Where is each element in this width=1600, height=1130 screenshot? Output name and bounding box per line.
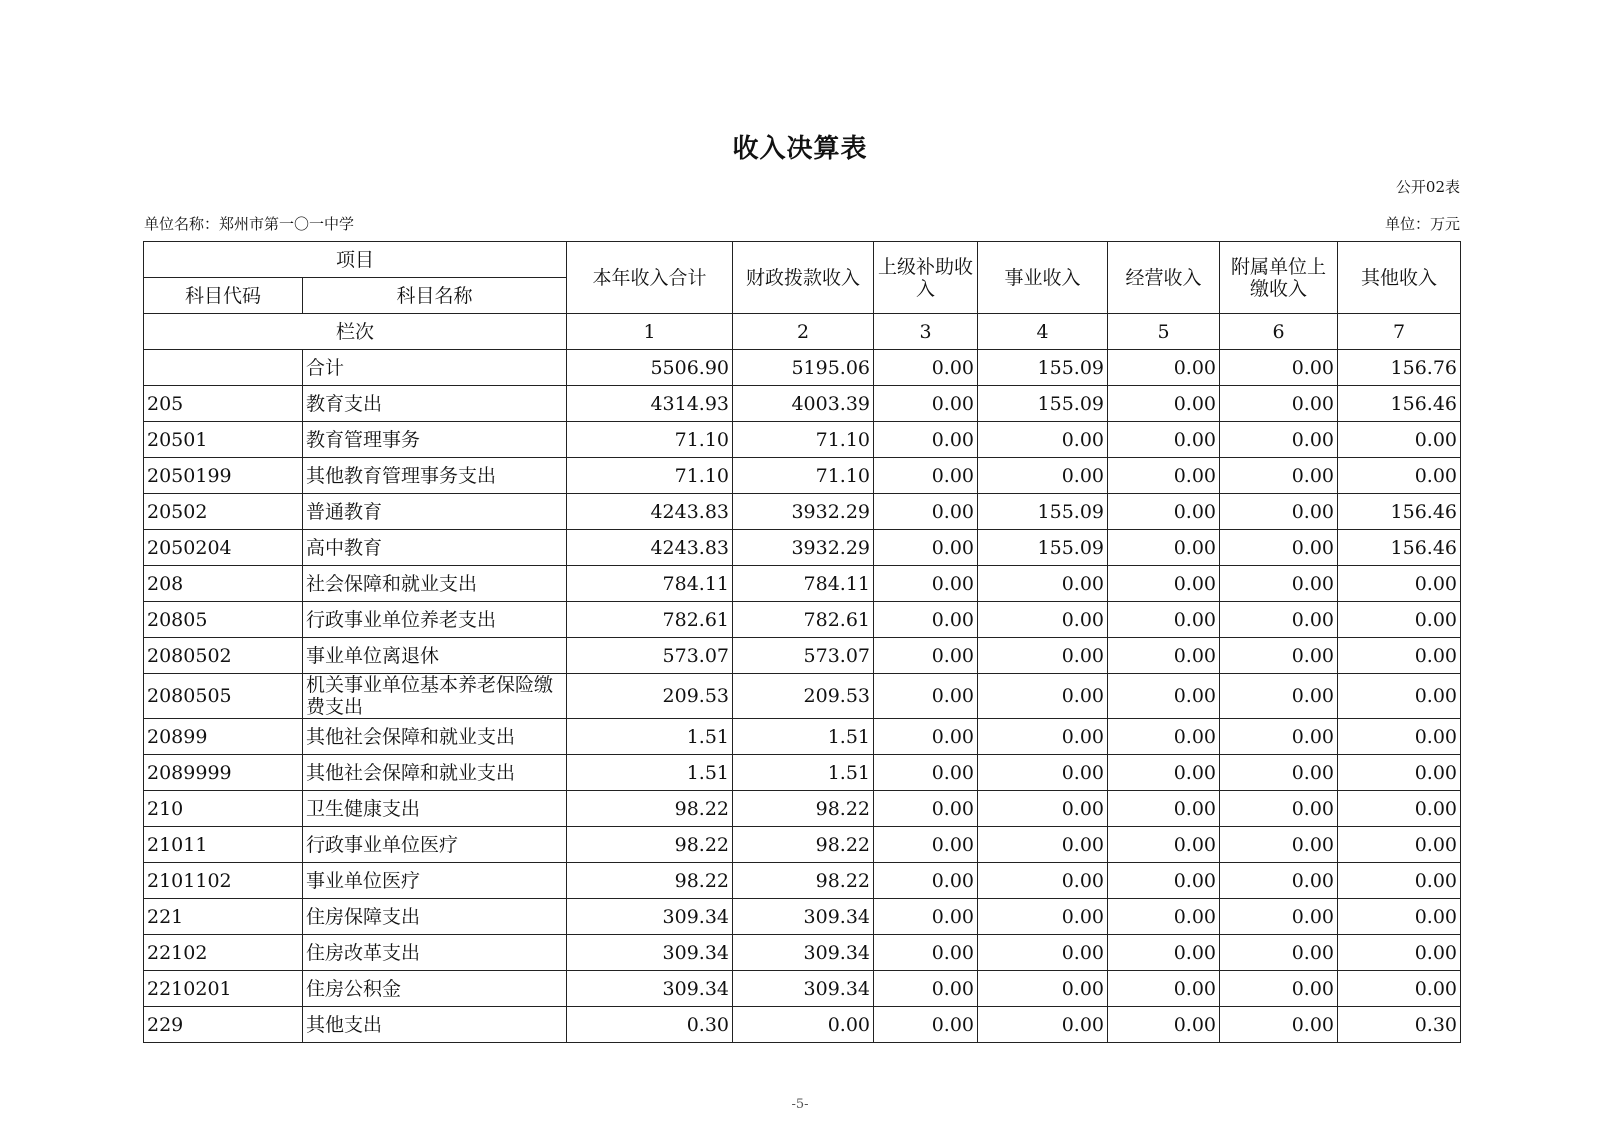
income-report-table (143, 241, 1461, 1043)
value-fiscal: 5195.06 (733, 350, 874, 386)
value-other: 156.76 (1338, 350, 1461, 386)
value-total: 0.30 (567, 1007, 733, 1043)
value-affiliated: 0.00 (1220, 458, 1338, 494)
value-business: 0.00 (978, 719, 1108, 755)
value-business: 0.00 (978, 755, 1108, 791)
subject-code: 20899 (144, 719, 303, 755)
value-fiscal: 3932.29 (733, 494, 874, 530)
subject-code (144, 350, 303, 386)
value-operating: 0.00 (1108, 602, 1220, 638)
value-total: 71.10 (567, 458, 733, 494)
table-row (144, 863, 1461, 899)
value-total: 4314.93 (567, 386, 733, 422)
value-subsidy: 0.00 (874, 935, 978, 971)
value-operating: 0.00 (1108, 863, 1220, 899)
value-fiscal: 3932.29 (733, 530, 874, 566)
value-other: 0.00 (1338, 638, 1461, 674)
value-other: 0.00 (1338, 899, 1461, 935)
value-operating: 0.00 (1108, 638, 1220, 674)
value-business: 0.00 (978, 863, 1108, 899)
page-number: -5- (791, 1097, 809, 1112)
value-business: 0.00 (978, 674, 1108, 719)
value-other: 0.00 (1338, 458, 1461, 494)
value-operating: 0.00 (1108, 1007, 1220, 1043)
value-total: 209.53 (567, 674, 733, 719)
table-row (144, 530, 1461, 566)
subject-name: 事业单位离退休 (303, 638, 567, 674)
subject-name: 行政事业单位医疗 (303, 827, 567, 863)
sequence-number: 2 (733, 314, 874, 350)
value-fiscal: 309.34 (733, 935, 874, 971)
sequence-label: 栏次 (144, 314, 567, 350)
subject-name: 住房保障支出 (303, 899, 567, 935)
value-total: 4243.83 (567, 494, 733, 530)
value-business: 155.09 (978, 386, 1108, 422)
value-other: 0.00 (1338, 719, 1461, 755)
value-total: 784.11 (567, 566, 733, 602)
subject-name: 机关事业单位基本养老保险缴费支出 (303, 674, 567, 719)
value-fiscal: 98.22 (733, 827, 874, 863)
value-total: 309.34 (567, 899, 733, 935)
subject-code: 20805 (144, 602, 303, 638)
subject-name: 住房公积金 (303, 971, 567, 1007)
subject-name: 合计 (303, 350, 567, 386)
header-subsidy: 上级补助收入 (874, 242, 978, 314)
value-affiliated: 0.00 (1220, 602, 1338, 638)
table-row (144, 422, 1461, 458)
subject-name: 行政事业单位养老支出 (303, 602, 567, 638)
sequence-number: 5 (1108, 314, 1220, 350)
value-total: 98.22 (567, 863, 733, 899)
subject-code: 2080505 (144, 674, 303, 719)
value-subsidy: 0.00 (874, 827, 978, 863)
value-subsidy: 0.00 (874, 350, 978, 386)
value-fiscal: 0.00 (733, 1007, 874, 1043)
value-affiliated: 0.00 (1220, 719, 1338, 755)
header-code: 科目代码 (144, 278, 303, 314)
table-row (144, 674, 1461, 719)
value-affiliated: 0.00 (1220, 386, 1338, 422)
value-fiscal: 98.22 (733, 791, 874, 827)
value-subsidy: 0.00 (874, 494, 978, 530)
value-fiscal: 71.10 (733, 458, 874, 494)
value-operating: 0.00 (1108, 827, 1220, 863)
table-row (144, 494, 1461, 530)
value-affiliated: 0.00 (1220, 827, 1338, 863)
value-other: 0.00 (1338, 422, 1461, 458)
value-other: 0.00 (1338, 755, 1461, 791)
value-other: 0.00 (1338, 791, 1461, 827)
value-other: 0.30 (1338, 1007, 1461, 1043)
value-other: 156.46 (1338, 386, 1461, 422)
value-business: 0.00 (978, 458, 1108, 494)
value-business: 0.00 (978, 827, 1108, 863)
value-total: 71.10 (567, 422, 733, 458)
value-total: 309.34 (567, 935, 733, 971)
subject-name: 其他支出 (303, 1007, 567, 1043)
currency-unit: 单位：万元 (1384, 215, 1460, 233)
subject-code: 2050199 (144, 458, 303, 494)
subject-code: 229 (144, 1007, 303, 1043)
value-affiliated: 0.00 (1220, 638, 1338, 674)
unit-name: 单位名称：郑州市第一〇一中学 (144, 215, 355, 233)
value-other: 0.00 (1338, 971, 1461, 1007)
header-total: 本年收入合计 (567, 242, 733, 314)
value-other: 0.00 (1338, 602, 1461, 638)
sequence-number: 6 (1220, 314, 1338, 350)
value-business: 0.00 (978, 791, 1108, 827)
table-row (144, 602, 1461, 638)
value-affiliated: 0.00 (1220, 935, 1338, 971)
value-affiliated: 0.00 (1220, 1007, 1338, 1043)
table-row (144, 638, 1461, 674)
value-subsidy: 0.00 (874, 719, 978, 755)
value-other: 0.00 (1338, 674, 1461, 719)
value-operating: 0.00 (1108, 935, 1220, 971)
value-business: 0.00 (978, 1007, 1108, 1043)
value-subsidy: 0.00 (874, 566, 978, 602)
sequence-number: 7 (1338, 314, 1461, 350)
value-fiscal: 98.22 (733, 863, 874, 899)
value-business: 0.00 (978, 566, 1108, 602)
sequence-number: 1 (567, 314, 733, 350)
value-subsidy: 0.00 (874, 602, 978, 638)
value-other: 0.00 (1338, 827, 1461, 863)
table-row (144, 899, 1461, 935)
value-total: 782.61 (567, 602, 733, 638)
value-affiliated: 0.00 (1220, 674, 1338, 719)
value-total: 5506.90 (567, 350, 733, 386)
value-business: 0.00 (978, 935, 1108, 971)
value-business: 0.00 (978, 602, 1108, 638)
sequence-number: 4 (978, 314, 1108, 350)
value-business: 0.00 (978, 899, 1108, 935)
value-affiliated: 0.00 (1220, 863, 1338, 899)
subject-name: 其他教育管理事务支出 (303, 458, 567, 494)
value-business: 155.09 (978, 494, 1108, 530)
table-row (144, 458, 1461, 494)
header-business: 事业收入 (978, 242, 1108, 314)
value-other: 0.00 (1338, 935, 1461, 971)
value-total: 573.07 (567, 638, 733, 674)
value-fiscal: 309.34 (733, 971, 874, 1007)
table-row (144, 827, 1461, 863)
value-operating: 0.00 (1108, 530, 1220, 566)
value-total: 1.51 (567, 719, 733, 755)
value-total: 98.22 (567, 791, 733, 827)
subject-code: 2050204 (144, 530, 303, 566)
value-subsidy: 0.00 (874, 458, 978, 494)
value-affiliated: 0.00 (1220, 530, 1338, 566)
value-operating: 0.00 (1108, 971, 1220, 1007)
value-business: 155.09 (978, 530, 1108, 566)
header-affiliated: 附属单位上缴收入 (1220, 242, 1338, 314)
subject-code: 221 (144, 899, 303, 935)
subject-code: 22102 (144, 935, 303, 971)
value-operating: 0.00 (1108, 386, 1220, 422)
value-fiscal: 71.10 (733, 422, 874, 458)
value-total: 4243.83 (567, 530, 733, 566)
value-subsidy: 0.00 (874, 971, 978, 1007)
header-item: 项目 (144, 242, 567, 278)
subject-name: 住房改革支出 (303, 935, 567, 971)
header-operating: 经营收入 (1108, 242, 1220, 314)
value-business: 0.00 (978, 638, 1108, 674)
subject-code: 205 (144, 386, 303, 422)
subject-code: 210 (144, 791, 303, 827)
value-fiscal: 1.51 (733, 755, 874, 791)
value-affiliated: 0.00 (1220, 971, 1338, 1007)
value-affiliated: 0.00 (1220, 350, 1338, 386)
value-other: 0.00 (1338, 566, 1461, 602)
value-fiscal: 782.61 (733, 602, 874, 638)
subject-code: 2101102 (144, 863, 303, 899)
value-business: 155.09 (978, 350, 1108, 386)
form-number: 公开02表 (1395, 178, 1460, 196)
table-body (144, 350, 1461, 1043)
value-other: 0.00 (1338, 863, 1461, 899)
header-name: 科目名称 (303, 278, 567, 314)
header-other: 其他收入 (1338, 242, 1461, 314)
header-fiscal: 财政拨款收入 (733, 242, 874, 314)
value-fiscal: 573.07 (733, 638, 874, 674)
table-row (144, 755, 1461, 791)
table-row (144, 935, 1461, 971)
sequence-row (144, 314, 1461, 350)
value-operating: 0.00 (1108, 899, 1220, 935)
value-fiscal: 309.34 (733, 899, 874, 935)
value-other: 156.46 (1338, 530, 1461, 566)
subject-name: 其他社会保障和就业支出 (303, 719, 567, 755)
subject-name: 教育管理事务 (303, 422, 567, 458)
subject-name: 社会保障和就业支出 (303, 566, 567, 602)
value-affiliated: 0.00 (1220, 422, 1338, 458)
value-fiscal: 784.11 (733, 566, 874, 602)
subject-code: 20502 (144, 494, 303, 530)
value-affiliated: 0.00 (1220, 494, 1338, 530)
value-operating: 0.00 (1108, 350, 1220, 386)
subject-name: 事业单位医疗 (303, 863, 567, 899)
table-row (144, 1007, 1461, 1043)
table-row (144, 350, 1461, 386)
value-business: 0.00 (978, 971, 1108, 1007)
value-operating: 0.00 (1108, 566, 1220, 602)
table-row (144, 386, 1461, 422)
value-total: 98.22 (567, 827, 733, 863)
page-title: 收入决算表 (732, 134, 868, 164)
value-affiliated: 0.00 (1220, 566, 1338, 602)
value-affiliated: 0.00 (1220, 755, 1338, 791)
table-row (144, 971, 1461, 1007)
value-fiscal: 4003.39 (733, 386, 874, 422)
sequence-number: 3 (874, 314, 978, 350)
value-affiliated: 0.00 (1220, 899, 1338, 935)
value-total: 1.51 (567, 755, 733, 791)
subject-code: 208 (144, 566, 303, 602)
value-subsidy: 0.00 (874, 530, 978, 566)
value-operating: 0.00 (1108, 791, 1220, 827)
value-subsidy: 0.00 (874, 791, 978, 827)
table-row (144, 791, 1461, 827)
value-business: 0.00 (978, 422, 1108, 458)
value-fiscal: 1.51 (733, 719, 874, 755)
value-other: 156.46 (1338, 494, 1461, 530)
value-subsidy: 0.00 (874, 638, 978, 674)
value-total: 309.34 (567, 971, 733, 1007)
value-subsidy: 0.00 (874, 1007, 978, 1043)
value-affiliated: 0.00 (1220, 791, 1338, 827)
header-row-1 (144, 242, 1461, 278)
table-row (144, 719, 1461, 755)
subject-code: 2210201 (144, 971, 303, 1007)
value-subsidy: 0.00 (874, 863, 978, 899)
value-operating: 0.00 (1108, 719, 1220, 755)
value-operating: 0.00 (1108, 674, 1220, 719)
subject-code: 21011 (144, 827, 303, 863)
value-operating: 0.00 (1108, 422, 1220, 458)
value-subsidy: 0.00 (874, 422, 978, 458)
subject-name: 卫生健康支出 (303, 791, 567, 827)
subject-name: 普通教育 (303, 494, 567, 530)
value-subsidy: 0.00 (874, 386, 978, 422)
value-subsidy: 0.00 (874, 674, 978, 719)
subject-code: 2089999 (144, 755, 303, 791)
subject-code: 20501 (144, 422, 303, 458)
table-row (144, 566, 1461, 602)
value-operating: 0.00 (1108, 458, 1220, 494)
subject-name: 教育支出 (303, 386, 567, 422)
value-fiscal: 209.53 (733, 674, 874, 719)
value-subsidy: 0.00 (874, 755, 978, 791)
value-subsidy: 0.00 (874, 899, 978, 935)
subject-code: 2080502 (144, 638, 303, 674)
subject-name: 高中教育 (303, 530, 567, 566)
value-operating: 0.00 (1108, 755, 1220, 791)
subject-name: 其他社会保障和就业支出 (303, 755, 567, 791)
value-operating: 0.00 (1108, 494, 1220, 530)
